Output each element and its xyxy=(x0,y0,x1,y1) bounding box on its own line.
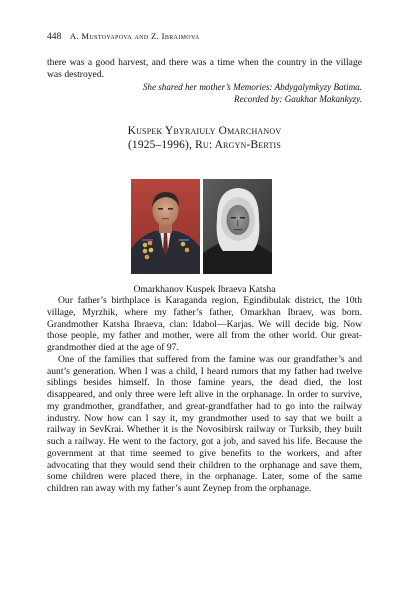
body-paragraph-2: One of the families that suffered from the famine was our grandfather’s and aunt’s generation. When I was a child, I heard rumors that my father had twelve siblings besides himself. In those famine years, the dead died, the lost disappeared, and only three were left alive in the orphanage. In order to survive, my grandmother, grandfather, and great-grandfather had to go into the railway industry. Now how can I say it, my grandmother used to say that we built a railway in SevKrai. Whether it is the Novosibirsk railway or Turksib, they built such a railway. He went to the factory, got a job, and saved his life. Because the government at that time seemed to give benefits to the workers, and after advocating that they would send their children to the orphanage and save them, some children were placed there, in the orphanage. Later, some of the same children ran away with my father’s aunt Zeynep from the orphanage. xyxy=(47,353,362,494)
running-head-authors: A. Mustoyapova and Z. Ibraimova xyxy=(69,31,200,41)
body-paragraph-1: Our father’s birthplace is Karaganda region, Egindibulak district, the 10th village, Myrzhik, where my father’s father, Omarkhan Ibraev, was born. Grandmother Katsha Ibraeva, clan: Idabol—Karjas. We will decide big. Now those people, my father and mother, were all from the other world. Our great-grandmother died at the age of 97. xyxy=(47,295,362,353)
body-text xyxy=(47,295,362,495)
intro-text: there was a good harvest, and there was a time when the country in the village was destroyed. xyxy=(47,57,362,80)
credit-shared: She shared her mother’s Memories: Abdygalymkyzy Batima. xyxy=(142,82,362,92)
page-number: 448 xyxy=(47,32,62,42)
photo-caption: Omarkhanov Kuspek Ibraeva Katsha xyxy=(133,284,276,295)
intro-paragraph xyxy=(47,57,362,81)
credit-recorded: Recorded by: Gaukhar Makankyzy. xyxy=(234,94,362,104)
portrait-photo-man xyxy=(131,179,200,274)
running-head xyxy=(47,31,200,42)
section-heading-subtitle: (1925–1996), Ru: Argyn-Bertis xyxy=(127,139,282,151)
section-heading-name: Kuspek Ybyraiuly Omarchanov xyxy=(127,125,282,137)
portrait-photo-woman xyxy=(203,179,272,274)
portrait-woman-image xyxy=(203,179,272,274)
portrait-man-image xyxy=(131,179,200,274)
